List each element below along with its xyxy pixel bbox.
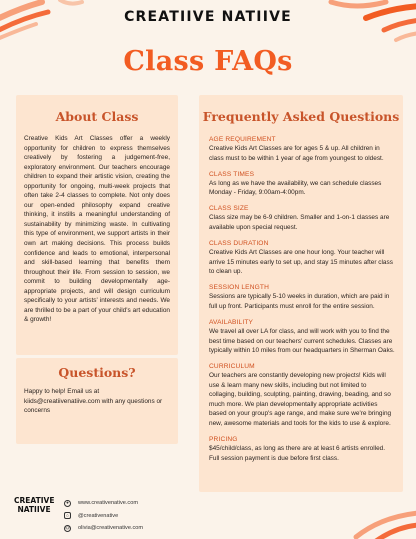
questions-title: Questions?: [58, 365, 136, 380]
faq-answer: Creative Kids Art Classes are for ages 5 & up. All children in class must to be within 1 year of age from youngest to oldest.: [209, 145, 384, 162]
faq-answer: Class size may be 6-9 children. Smaller and 1-on-1 classes are available upon special request.: [209, 214, 390, 231]
footer-logo: [14, 497, 54, 514]
faq-answer: We travel all over LA for class, and will work with you to find the best time based on our teachers' current schedules. Classes are typically within 10 miles from our headquarters in Sherman Oaks.: [209, 327, 395, 355]
questions-body: Happy to help! Email us at kiids@creatiivenatiive.com with any questions or concerns: [24, 388, 163, 415]
faq-item-curriculum: [209, 362, 395, 428]
faq-heading: AGE REQUIREMENT: [209, 136, 276, 143]
faq-heading: PRICING: [209, 436, 238, 444]
faq-item-availability: [209, 318, 395, 356]
email-link[interactable]: olivia@creativenative.com: [78, 525, 144, 532]
email-icon: @: [65, 525, 70, 530]
instagram-link[interactable]: @creativenative: [78, 512, 119, 519]
about-class-body: Creative Kids Art Classes offer a weekly opportunity for children to express themselves creatively by fostering a judgement-free, exploratory environment. Our teachers encourage children to expand their artistic vision, creating the opportunity for ongoing, multi-week projects that often take 2-4 classes to complete. Not only does our open-ended philosophy expand creative thinking, it instills a meaningful understanding of sustainability by minimizing waste. In cultivating this type of environment, we support artists in their own art making decisions. This process builds confidence and leads to emotional, interpersonal and skill-based learning that benefits them throughout their life. From session to session, we commit to building developmentally age-appropriate projects, and will design curriculum specifically to your artists' interests and needs. We are thrilled to be a part of your child's art education & growth!: [24, 135, 170, 324]
faq-item-pricing: [209, 435, 395, 463]
faq-heading: AVAILABILITY: [209, 318, 254, 326]
about-class-card: [16, 95, 178, 355]
faq-answer: Our teachers are constantly developing new projects! Kids will use & learn many new skills, including but not limited to collaging, building, sculpting, painting, drawing, beading, and so much more. We plan developmentally appropriate activities based on your group's age range, and make sure we're bringing new, awesome materials and tools for the kids to use & explore.: [209, 372, 392, 427]
faq-item-session: [209, 283, 395, 311]
questions-card: [16, 358, 178, 444]
faq-heading: SESSION LENGTH: [209, 284, 269, 292]
faq-card: [199, 95, 403, 492]
globe-icon: ●: [64, 500, 71, 507]
faq-item-times: [209, 170, 395, 198]
faq-item-age: [209, 135, 395, 163]
faq-item-size: [209, 204, 395, 232]
page-title: Class FAQs: [123, 46, 293, 77]
instagram-icon: ○: [64, 512, 71, 519]
brand-wordmark: CREATIIVE NATIIVE: [124, 9, 292, 25]
faq-heading: CLASS TIMES: [209, 170, 255, 178]
faq-title: Frequently Asked Questions: [202, 109, 400, 124]
about-class-title: About Class: [55, 109, 139, 124]
contact-email[interactable]: [64, 522, 143, 535]
faq-heading: CLASS SIZE: [209, 205, 249, 213]
faq-answer: Creative Kids Art Classes are one hour long. Your teacher will arrive 15 minutes early to set up, and stay 15 minutes after class to clean up.: [209, 249, 393, 276]
faq-list: [209, 135, 395, 463]
website-link[interactable]: www.creativenative.com: [78, 500, 138, 507]
footer-logo-line2: NATIIVE: [17, 504, 51, 514]
faq-item-duration: [209, 239, 395, 277]
decorative-strokes-bottom-right: [346, 499, 416, 539]
contact-list: [64, 497, 143, 535]
faq-heading: CURRICULUM: [209, 363, 255, 371]
contact-website[interactable]: [64, 497, 143, 510]
contact-instagram[interactable]: [64, 510, 143, 523]
faq-answer: As long as we have the availability, we can schedule classes Monday - Friday, 9:00am-4:00pm.: [209, 179, 382, 197]
faq-answer: $45/child/class, as long as there are at least 6 artists enrolled. Full session payment is due before first class.: [209, 445, 386, 462]
faq-answer: Sessions are typically 5-10 weeks in duration, which are paid in full up front. Participants must enroll for the entire session.: [209, 293, 390, 310]
footer-logo-line1: CREATIVE: [14, 496, 55, 505]
faq-heading: CLASS DURATION: [209, 240, 269, 248]
